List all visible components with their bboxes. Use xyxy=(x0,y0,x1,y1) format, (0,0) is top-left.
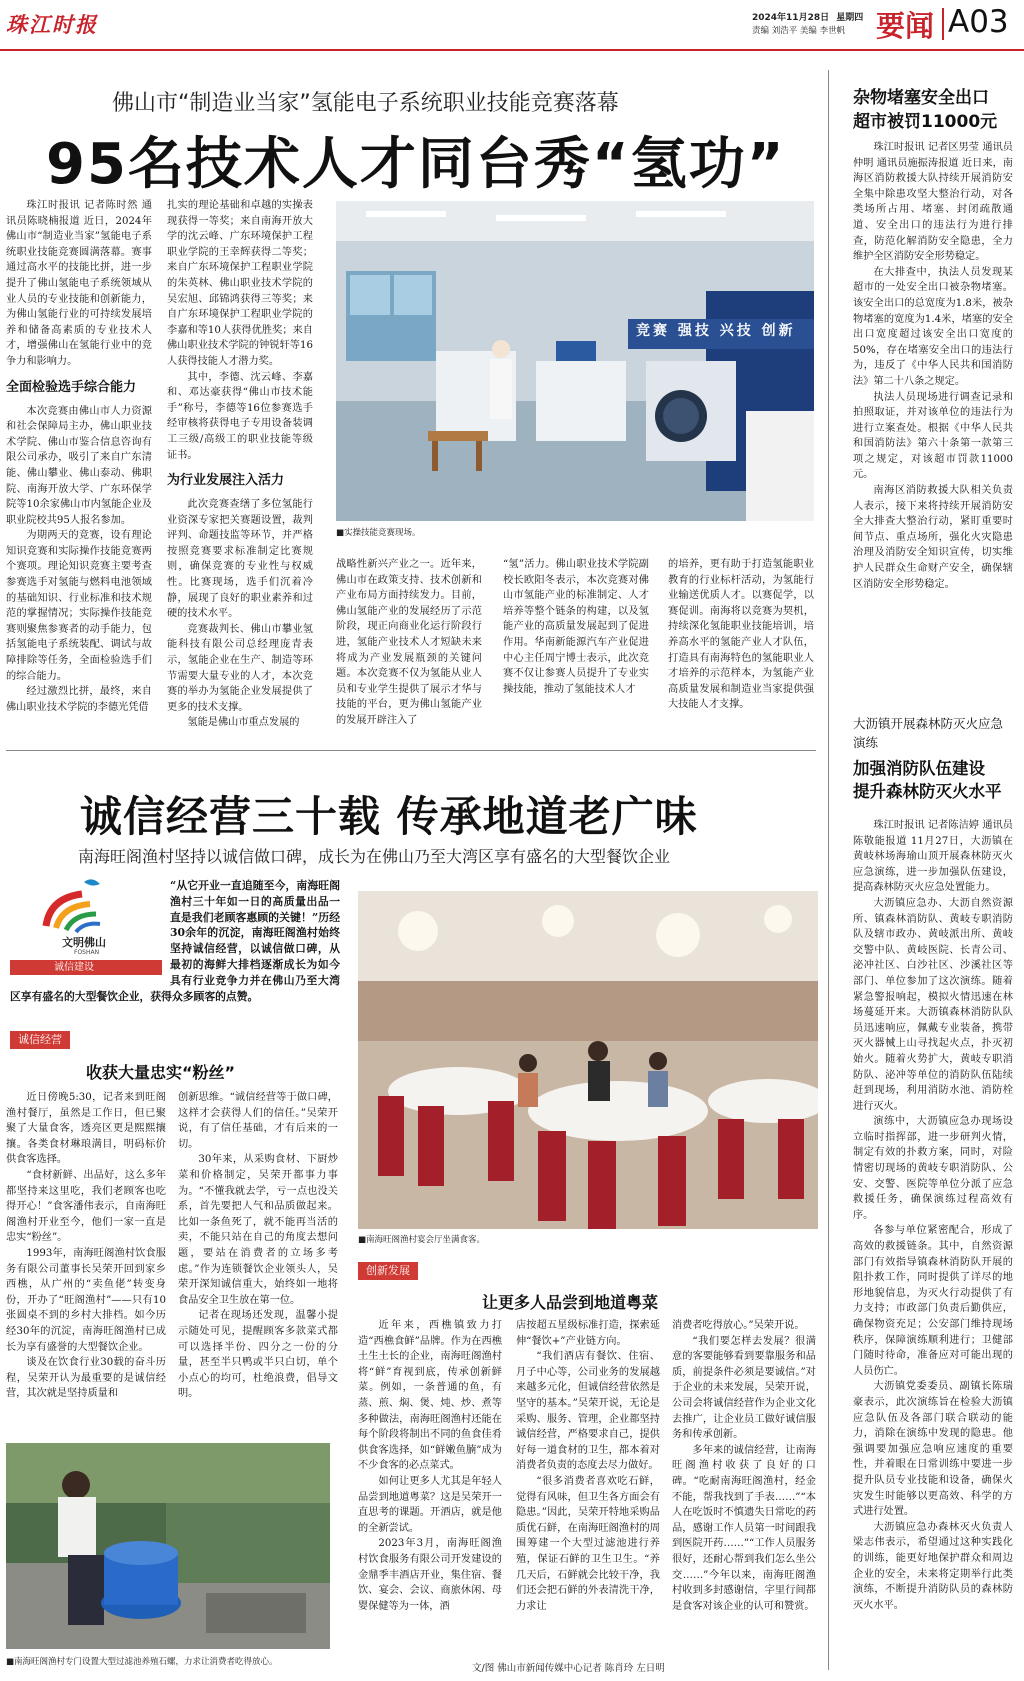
lead-column-3 xyxy=(336,557,482,737)
competition-banner-text: 竞赛 强技 兴技 创新 xyxy=(636,323,796,339)
feature-paragraph: 30年来，从采购食材、下厨炒菜和价格制定，吴荣开都事力事为。“不懂我就去学，亏一点也没关系，首先要把人气和品质做起来。比如一条鱼死了，就不能再当活的卖，不能只站在自己的角度去想问题，要站在消费者的立场多考虑。”作为连锁餐饮企业领头人，吴荣开深知诚信重大，始终如一地将食品安全卫生放在第一位。 xyxy=(178,1154,338,1306)
lead-paragraph: 竞赛裁判长、佛山市攀业氢能科技有限公司总经理庞青表示，氢能企业在生产、制造等环节需要大量专业的人才，本次竞赛的举办为氢能企业发展提供了更多的技术支撑。 xyxy=(167,623,313,713)
sidebar1-headline-line1: 杂物堵塞安全出口 xyxy=(853,88,989,108)
logo-tag: 诚信建设 xyxy=(10,960,162,975)
sidebar2-kicker: 大沥镇开展森林防灭火应急演练 xyxy=(853,716,1004,750)
lead-headline: 95名技术人才同台秀“氢功” xyxy=(46,132,786,197)
intro-paragraph: “从它开业一直追随至今，南海旺阁渔村三十年如一日的高质量出品一直是我们老顾客惠顾的关键！”历经30余年的沉淀，南海旺阁渔村始终坚持诚信经营，以诚信做口碑，从最初的海鲜大排档逐渐成长为如今具有行业竞争力并在佛山乃至大湾区享有盛名的大型餐饮企业，获得众多顾客的点赞。 xyxy=(10,879,340,1003)
lead-paragraph: 为期两天的竞赛，设有理论知识竞赛和实际操作技能竞赛两个赛项。理论知识竞赛主要考查参赛选手对氢能与燃料电池领域的基础知识、行业标准和技术规范的掌握情况；实际操作技能竞赛则聚焦参赛者的动手能力，包括氢能电子系统装配、调试与故障排除等任务，全面检验选手们的综合能力。 xyxy=(6,530,152,682)
feature-headline: 诚信经营三十载 传承地道老广味 xyxy=(80,792,698,841)
feature-paragraph: 创新思维。“诚信经营等于做口碑，这样才会获得人们的信任。”吴荣开说，有了信任基础，才有后来的一切。 xyxy=(178,1092,338,1150)
lead-paragraph: 扎实的理论基础和卓越的实操表现获得一等奖；来自南海开放大学的沈云峰、广东环境保护工程职业学院的王幸辉获得二等奖；来自广东环境保护工程职业学院的朱英林、佛山职业技术学院的吴宏旭、邱锦鸿获得三等奖；来自广东环境保护工程职业学院的李嘉和等10人获得优胜奖；来自佛山职业技术学院的钟锐轩等16人获得技能人才潜力奖。 xyxy=(167,200,313,367)
lead-column-2 xyxy=(167,198,313,738)
sidebar2-headline xyxy=(853,757,1002,803)
sidebar1-body xyxy=(853,140,1013,680)
feature-paragraph: “我们要怎样去发展？很满意的客要能够看到要靠服务和品质，前提条件必须是要诚信。”对于企业的未来发展，吴荣开说，公司会将诚信经营作为企业文化去推广，让企业员工做好诚信服务和传承创新。 xyxy=(672,1335,816,1441)
feature-paragraph: “我们酒店有餐饮、住宿、月子中心等，公司业务的发展越来越多元化，但诚信经营依然是坚守的基本。”吴荣开说，无论是采购、服务、管理，企业都坚持诚信经营，严格要求自己，提供好每一道食材的卫生，都本着对消费者负责的态度去尽力做好。 xyxy=(516,1351,660,1472)
logo-subtext: FOSHAN xyxy=(74,949,100,956)
feature-subhead-2: 让更多人品尝到地道粤菜 xyxy=(482,1293,659,1312)
issue-date xyxy=(752,10,863,23)
pool-photo-caption: ■南海旺阁渔村专门设置大型过滤池养殖石螺，力求让消费者吃得放心。 xyxy=(6,1657,278,1667)
feature-paragraph: 店按超五星级标准打造，探索延伸“餐饮+”产业链方向。 xyxy=(516,1320,660,1347)
lead-paragraph: “氢”活力。佛山职业技术学院副校长欧阳冬表示，本次竞赛对佛山市氢能产业的标准制定、人才培养等整个链条的构建，以及氢能产业的高质量发展起到了促进作用。华南新能源汽车产业促进中心主任周宁博士表示，此次竞赛不仅让参赛人员提升了专业实操技能，推动了氢能技术人才 xyxy=(503,559,649,695)
lead-paragraph: 的培养，更有助于打造氢能职业教育的行业标杆活动，为氢能行业输送优质人才。以赛促学，以赛促训。南海将以竞赛为契机，持续深化氢能职业技能培训，培养高水平的氢能产业人才队伍，打造具有南海特色的氢能职业人才培养的示范样本，为氢能产业高质量发展和制造业当家提供强大技能人才支撑。 xyxy=(668,559,814,711)
feature-column-a xyxy=(6,1090,166,1430)
feature-paragraph: 近日傍晚5:30，记者来到旺阁渔村餐厅，虽然是工作日，但已聚聚了大量食客，透亮区更是熙熙攘攘。各类食材琳琅满目，明码标价供食客选择。 xyxy=(6,1092,166,1166)
tag-integrity: 诚信经营 xyxy=(10,1031,70,1049)
lead-paragraph: 本次竞赛由佛山市人力资源和社会保障局主办，佛山职业技术学院、佛山市鉴合信息咨询有限公司承办，吸引了来自广东清能、佛山攀业、佛山泰动、佛职院、南海开放大学、广东环保学院等10余家佛山市内氢能企业及职业院校共95人报名参加。 xyxy=(6,405,152,526)
date-text: 2024年11月28日 xyxy=(752,13,830,23)
sidebar2-paragraph: 珠江时报讯 记者陈洁婷 通讯员陈敬能报道 11月27日，大沥镇在黄岐林场海瑜山顶开展森林防灭火应急演练，进一步加强队伍建设，提高森林防灭火应急处置能力。 xyxy=(853,820,1013,894)
lead-paragraph: 此次竞赛查缮了多位氢能行业资深专家把关赛题设置，裁判评判、命题技监等环节，并严格按照竞赛要求标准制定比赛规则，确保竞赛的专业性与权威性。比赛现场，选手们沉着冷静，展现了良好的职业素养和过硬的技术水平。 xyxy=(167,499,313,620)
sidebar-divider xyxy=(828,70,829,1670)
lead-column-1 xyxy=(6,198,152,738)
sidebar1-paragraph: 执法人员现场进行调查记录和拍照取证，并对该单位的违法行为进行立案查处。根据《中华人民共和国消防法》第六十条第一款第三项之规定，对该超市罚款11000元。 xyxy=(853,391,1013,481)
sidebar2-paragraph: 各参与单位紧密配合，形成了高效的救援链条。其中，自然资源部门有效指导镇森林消防队开展的阻扑救工作，同时提供了详尽的地形地貌信息，为灭火行动提供了有力支持；市政部门负责后勤供应，确保物资充足；公安部门维持现场秩序，保障演练顺利进行；卫健部门随时待命，准备应对可能出现的人员伤亡。 xyxy=(853,1225,1013,1377)
lead-paragraph: 珠江时报讯 记者陈时然 通讯员陈晓楠报道 近日，2024年佛山市“制造业当家”氢能电子系统职业技能竞赛圆满落幕。赛事通过高水平的技能比拼，进一步提升了佛山氢能电子系统领域从业人员的专业技能和创新能力，为佛山氢能行业的可持续发展培养和储备高素质的专业技术人才，增强佛山在氢能行业中的竞争力和影响力。 xyxy=(6,200,152,367)
intro-logo-spacer xyxy=(10,878,170,986)
lead-kicker: 佛山市“制造业当家”氢能电子系统职业技能竞赛落幕 xyxy=(112,91,619,116)
banquet-hall-illustration xyxy=(358,891,818,1229)
sidebar1-paragraph: 在大排查中，执法人员发现某超市的一处安全出口被杂物堵塞。该安全出口的总宽度为1.8米，被杂物堵塞的宽度为1.4米，堵塞的安全出口宽度超过该安全出口宽度的50%，存在堵塞安全出口的违法行为，违反了《中华人民共和国消防法》第二十八条之规定。 xyxy=(853,266,1013,387)
logo-text: 文明佛山 xyxy=(62,936,106,949)
feature-paragraph: 2023年3月，南海旺阁渔村饮食服务有限公司开发建设的金鼎季丰酒店开业，集住宿、餐饮、宴会、会议、商旅休闲、母婴保健等为一体，酒 xyxy=(358,1538,502,1612)
masthead-rule xyxy=(0,49,1024,51)
feature-subhead-1: 收获大量忠实“粉丝” xyxy=(86,1063,236,1082)
feature-paragraph: 近年来，西樵镇致力打造“西樵食鲜”品牌。作为在西樵土生土长的企业，南海旺阁渔村将“鲜”育视到底，传承创新鲜菜。例如，一条普通的鱼，有蒸、煎、焖、煲、炖、炒、煮等多种做法，南海旺阁渔村还能在每个阶段将制出不同的鱼食佳肴供食客选择，如“鲜嫩鱼腩”成为不少食客的必点菜式。 xyxy=(358,1320,502,1472)
lab-scene-illustration xyxy=(336,201,814,521)
sidebar2-headline-line2: 提升森林防灭火水平 xyxy=(853,782,1002,801)
sidebar2-paragraph: 大沥镇党委委员、副镇长陈瑞豪表示，此次演练旨在检验大沥镇应急队伍及各部门联合联动的能力，消除在演练中发现的隐患。他强调要加强应急响应速度的重要性，并着眼在日常训练中要进一步提升队员专业技能和设备，确保火灾发生时能够以更高效、科学的方式进行处置。 xyxy=(853,1381,1013,1518)
section-name: 要闻 xyxy=(876,9,935,43)
section-divider xyxy=(942,8,944,40)
sidebar2-body xyxy=(853,818,1013,1663)
sidebar2-paragraph: 演练中，大沥镇应急办现场设立临时指挥部，进一步研判火情，制定有效的扑救方案，同时，对险情密切现场的黄岐专职消防队、公安、交警、医院等单位分派了应急救援任务，确保演练过程高效有序。 xyxy=(853,1116,1013,1221)
feature-paragraph: “食材新鲜、出品好，这么多年都坚持来这里吃，我们老顾客也吃得开心！”食客潘伟表示，自南海旺阁渔村开业至今，他们一家一直是忠实“粉丝”。 xyxy=(6,1169,166,1244)
weekday-text: 星期四 xyxy=(836,13,864,23)
lead-column-5 xyxy=(668,557,814,737)
editors-line: 责编 刘浩平 美编 李世帆 xyxy=(752,26,846,36)
sidebar1-paragraph: 南海区消防救援大队相关负责人表示，接下来将持续开展消防安全大排查大整治行动，紧盯重要时间节点、重点场所，强化火灾隐患治理及消防安全知识宣传，切实维护人民群众生命财产安全，确保辖区消防安全形势稳定。 xyxy=(853,485,1013,590)
page-number: A03 xyxy=(948,4,1009,40)
lead-paragraph: 经过激烈比拼，最终，来自佛山职业技术学院的李德光凭借 xyxy=(6,686,152,713)
sidebar1-paragraph: 珠江时报讯 记者区男莹 通讯员 仲明 通讯员施振涛报道 近日来，南海区消防救援大队持续开展消防安全集中除患攻坚大整治行动，对各类场所占用、堵塞、封闭疏散通道、安全出口的违法行为进行排查，防范化解消防安全隐患，全力维护全区消防安全形势稳定。 xyxy=(853,142,1013,263)
lead-subhead-1: 全面检验选手综合能力 xyxy=(6,379,137,395)
sidebar2-headline-line1: 加强消防队伍建设 xyxy=(853,759,985,778)
sidebar2-paragraph: 大沥镇应急办森林灭火负责人梁志伟表示，希望通过这种实践化的训练，能更好地保护群众和周边企业的安全，未来将定期举行此类演练，不断提升消防队员的森林防灭火水平。 xyxy=(853,1521,1013,1611)
feature-subhead: 南海旺阁渔村坚持以诚信做口碑，成长为在佛山乃至大湾区享有盛名的大型餐饮企业 xyxy=(78,847,671,866)
feature-column-e xyxy=(672,1318,816,1648)
lead-subhead-2: 为行业发展注入活力 xyxy=(167,473,285,489)
lead-paragraph: 氢能是佛山市重点发展的 xyxy=(187,717,300,729)
feature-intro xyxy=(10,878,340,1020)
tag-innovation: 创新发展 xyxy=(358,1262,418,1280)
feature-column-b xyxy=(178,1090,338,1430)
feature-column-d xyxy=(516,1318,660,1648)
restaurant-photo-caption: ■南海旺阁渔村宴会厅坐满食客。 xyxy=(358,1235,486,1245)
lead-photo-caption: ■实操技能竞赛现场。 xyxy=(336,528,421,538)
feature-column-c xyxy=(358,1318,502,1648)
pool-worker-illustration xyxy=(6,1443,330,1649)
feature-paragraph: “很多消费者喜欢吃石鲜，觉得有风味，但卫生各方面会有隐患。”因此，吴荣开特地采购品质优石鲜，在南海旺阁渔村的周围筹建一个大型过滤池进行养殖，保证石鲜的卫生卫生。“养几天后，石鲜就会比较干净，我们还会把石鲜的外表清洗干净，力求让 xyxy=(516,1475,660,1612)
sidebar2-paragraph: 大沥镇应急办、大沥自然资源所、镇森林消防队、黄岐专职消防队及辖市政办、黄岐派出所、黄岐交警中队、黄岐医院、长青公司、泌冲社区、白沙社区、沙溪社区等部门、单位参加了这次演练。随着紧急警报响起，模拟火情迅速在林场蔓延开来。大沥镇森林消防队队员迅速响应，佩戴专业装备，携带灭火器械上山寻找起火点，扑灭初始火。随着火势扩大，黄岐专职消防队、泌冲等单位的消防队伍陆续赶到现场，利用消防水池、消防栓进行灭火。 xyxy=(853,897,1013,1112)
sidebar1-headline xyxy=(853,86,997,134)
feature-paragraph: 如何让更多人尤其是年轻人品尝到地道粤菜？这是吴荣开一直思考的课题。开酒店，就是他的全新尝试。 xyxy=(358,1475,502,1534)
masthead xyxy=(0,0,1024,52)
feature-paragraph: 1993年，南海旺阁渔村饮食服务有限公司董事长吴荣开回到家乡西樵，从广州的“卖鱼佬”转变身份，开办了“旺阁渔村”——只有10张圆桌不到的乡村大排档。如今历经30年的沉淀，南海旺阁渔村已成长为享有盛誉的大型餐饮企业。 xyxy=(6,1247,166,1353)
sidebar1-headline-line2: 超市被罚11000元 xyxy=(853,112,998,132)
feature-paragraph: 谈及在饮食行业30载的奋斗历程，吴荣开认为最重要的是诚信经营，其次就是坚持质量和 xyxy=(6,1357,166,1400)
lead-column-4 xyxy=(503,557,649,737)
feature-paragraph: 消费者吃得放心。”吴荣开说。 xyxy=(672,1320,805,1331)
feature-paragraph: 记者在现场还发现，温馨小提示随处可见，提醒顾客多款菜式都可以选择半份、四分之一份的分量，甚至半只鸭或半只白切，单个小点心的均可，杜绝浪费，倡导文明。 xyxy=(178,1310,338,1400)
feature-byline: 文/图 佛山市新闻传媒中心记者 陈肖玲 左日明 xyxy=(472,1663,665,1674)
paper-name-logo: 珠江时报 xyxy=(6,12,98,37)
lead-paragraph: 战略性新兴产业之一。近年来，佛山市在政策支持、技术创新和产业布局方面持续发力。目前，佛山氢能产业的发展经历了示范阶段，现正向商业化运行阶段行进，氢能产业技术人才短缺未来将成为产业发展瓶颈的关键问题。本次竞赛不仅为氢能从业人员和专业学生提供了展示才华与技能的平台，更为佛山氢能产业的发展开辟注入了 xyxy=(336,559,482,726)
restaurant-photo xyxy=(358,891,818,1229)
lead-paragraph: 其中，李德、沈云峰、李嘉和、邓达豪获得“佛山市技术能手”称号，李德等16位参赛选手经审核将获得电子专用设备装调工三级/高级工的职业技能等级证书。 xyxy=(167,371,313,461)
feature-top-rule xyxy=(6,750,816,751)
stone-snail-pool-photo xyxy=(6,1443,330,1649)
feature-paragraph: 多年来的诚信经营，让南海旺阁渔村收获了良好的口碑。“吃耐南海旺阁渔村，经金不能，帮我找到了手表……”“本人在吃饭时不慎遗失日常吃的药品，感谢工作人员第一时间跟我到医院开药……”“工作人员服务很好，还耐心帮到我们怎么坐公交……”今年以来，南海旺阁渔村收到多封感谢信，字里行间都是食客对该企业的认可和赞赏。 xyxy=(672,1444,816,1612)
lead-photo xyxy=(336,201,814,521)
